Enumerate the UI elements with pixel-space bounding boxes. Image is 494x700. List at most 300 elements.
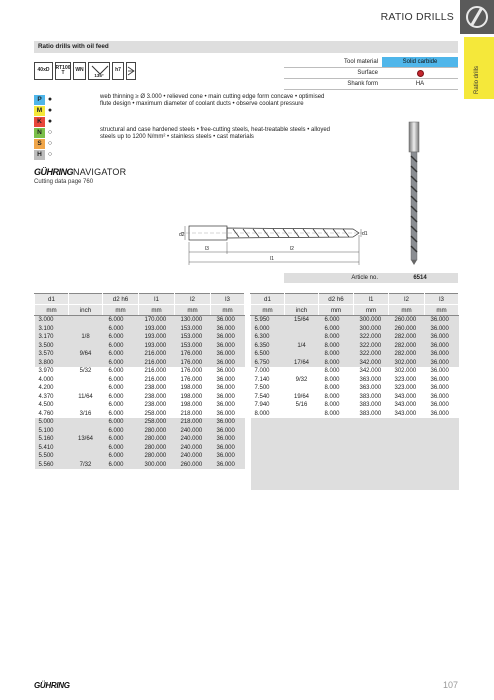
- table-cell: 36.000: [211, 410, 245, 419]
- table-cell: 6.000: [103, 427, 139, 436]
- table-cell: 36.000: [211, 418, 245, 427]
- table-cell: 5.410: [35, 444, 69, 453]
- dimensions-table-left: [34, 293, 245, 469]
- material-letter: S: [34, 139, 45, 149]
- table-cell: [285, 410, 319, 419]
- table-cell: 6.000: [103, 384, 139, 393]
- table-cell: 282.000: [389, 333, 425, 342]
- table-cell: 36.000: [425, 367, 459, 376]
- table-cell: 5.500: [35, 452, 69, 461]
- table-cell: [285, 367, 319, 376]
- table-cell: 3.000: [35, 316, 69, 325]
- table-cell: 6.000: [103, 393, 139, 402]
- material-letter: P: [34, 95, 45, 105]
- table-cell: 5.560: [35, 461, 69, 470]
- table-cell: 36.000: [425, 359, 459, 368]
- table-cell: 36.000: [425, 333, 459, 342]
- table-cell: 198.000: [175, 393, 211, 402]
- table-cell: [69, 325, 103, 334]
- table-cell: 6.000: [251, 325, 285, 334]
- table-cell: 36.000: [211, 367, 245, 376]
- table-row[interactable]: [251, 316, 459, 325]
- table-cell: 6.000: [319, 325, 354, 334]
- material-row-p: [34, 94, 55, 105]
- cutting-data-reference[interactable]: Cutting data page 760: [34, 179, 94, 185]
- table-cell: [285, 350, 319, 359]
- side-tab[interactable]: [464, 37, 494, 99]
- table-cell: 280.000: [139, 452, 175, 461]
- property-row: [284, 68, 458, 79]
- unit-row: [35, 305, 245, 316]
- table-row[interactable]: [35, 418, 245, 427]
- table-cell: 300.000: [139, 461, 175, 470]
- table-cell: 323.000: [389, 384, 425, 393]
- table-cell: 36.000: [211, 384, 245, 393]
- table-cell: 176.000: [175, 359, 211, 368]
- shank-type-icon: WN: [73, 62, 86, 80]
- page-title: RATIO DRILLS: [380, 11, 454, 23]
- table-cell: 300.000: [354, 325, 389, 334]
- table-cell: 8.000: [319, 333, 354, 342]
- property-label: Shank form: [347, 81, 378, 87]
- dimensions-table-right: [250, 293, 459, 490]
- table-cell: 4.760: [35, 410, 69, 419]
- table-cell: 260.000: [389, 316, 425, 325]
- footer-brand-logo: GÜHRING: [34, 681, 70, 690]
- table-filler: [251, 418, 459, 490]
- unit-header: mm: [103, 305, 139, 316]
- unit-header: inch: [69, 305, 103, 316]
- table-cell: 6.300: [251, 333, 285, 342]
- table-row[interactable]: [35, 384, 245, 393]
- table-row[interactable]: [35, 452, 245, 461]
- table-row[interactable]: [251, 333, 459, 342]
- table-cell: 240.000: [175, 444, 211, 453]
- table-cell: [69, 444, 103, 453]
- table-cell: 36.000: [211, 444, 245, 453]
- table-row[interactable]: [35, 461, 245, 470]
- table-cell: 8.000: [319, 367, 354, 376]
- unit-header: mm: [251, 305, 285, 316]
- table-cell: 240.000: [175, 452, 211, 461]
- table-cell: 6.000: [103, 359, 139, 368]
- table-cell: 13/64: [69, 435, 103, 444]
- table-cell: [69, 376, 103, 385]
- table-row[interactable]: [35, 350, 245, 359]
- table-cell: 260.000: [175, 461, 211, 470]
- table-cell: 176.000: [175, 367, 211, 376]
- unit-row: [251, 305, 459, 316]
- tool-material-value: Solid carbide: [382, 57, 458, 67]
- suitability-mark: ○: [47, 151, 53, 158]
- property-row: [284, 57, 458, 68]
- column-header: [285, 294, 319, 305]
- table-cell: 383.000: [354, 401, 389, 410]
- table-cell: 7.000: [251, 367, 285, 376]
- table-cell: 36.000: [425, 401, 459, 410]
- table-cell: 383.000: [354, 393, 389, 402]
- table-cell: 7.940: [251, 401, 285, 410]
- svg-text:l2: l2: [290, 246, 294, 252]
- table-cell: [285, 384, 319, 393]
- table-cell: 36.000: [211, 435, 245, 444]
- table-cell: [285, 325, 319, 334]
- table-cell: 8.000: [319, 384, 354, 393]
- svg-text:d1: d1: [362, 231, 368, 237]
- table-row[interactable]: [251, 401, 459, 410]
- table-cell: 11/64: [69, 393, 103, 402]
- table-cell: [69, 452, 103, 461]
- table-cell: 5/16: [285, 401, 319, 410]
- table-cell: 3.570: [35, 350, 69, 359]
- material-row-m: [34, 105, 55, 116]
- table-cell: 1/8: [69, 333, 103, 342]
- column-header: l1: [139, 294, 175, 305]
- table-cell: 3.800: [35, 359, 69, 368]
- material-groups: [34, 94, 330, 160]
- unit-header: inch: [285, 305, 319, 316]
- table-cell: 5.100: [35, 427, 69, 436]
- table-cell: 8.000: [251, 410, 285, 419]
- svg-text:d2: d2: [179, 232, 185, 238]
- table-cell: 9/32: [285, 376, 319, 385]
- table-cell: 36.000: [211, 333, 245, 342]
- table-cell: 15/64: [285, 316, 319, 325]
- table-cell: 4.370: [35, 393, 69, 402]
- svg-text:l1: l1: [270, 256, 274, 262]
- technical-drawing: [175, 220, 368, 270]
- table-cell: 6.350: [251, 342, 285, 351]
- table-cell: 17/64: [285, 359, 319, 368]
- table-cell: 36.000: [425, 410, 459, 419]
- table-cell: 6.000: [103, 452, 139, 461]
- column-header: l3: [211, 294, 245, 305]
- suitability-mark: ●: [47, 107, 53, 114]
- unit-header: mm: [425, 305, 459, 316]
- unit-header: mm: [139, 305, 175, 316]
- table-cell: 5.000: [35, 418, 69, 427]
- table-cell: 6.000: [103, 350, 139, 359]
- table-cell: 6.750: [251, 359, 285, 368]
- navigator-block: [34, 167, 126, 185]
- property-label: Tool material: [343, 59, 378, 65]
- suitability-mark: ○: [47, 140, 53, 147]
- unit-header: mm: [389, 305, 425, 316]
- table-cell: [285, 333, 319, 342]
- material-letter: N: [34, 128, 45, 138]
- suitability-mark: ●: [47, 118, 53, 125]
- point-angle-icon: 135°: [88, 62, 110, 80]
- features-text: web thinning ≥ Ø 3.000 • relieved cone • main cutting edge form concave • optimised flute design • maximum diameter of coolant ducts • observe coolant pressure: [100, 94, 325, 108]
- table-row[interactable]: [35, 367, 245, 376]
- table-cell: 6.000: [103, 461, 139, 470]
- table-cell: 176.000: [175, 376, 211, 385]
- material-letter: M: [34, 106, 45, 116]
- table-cell: 36.000: [425, 342, 459, 351]
- table-cell: 36.000: [211, 325, 245, 334]
- table-cell: [69, 359, 103, 368]
- table-cell: 36.000: [211, 401, 245, 410]
- column-header: l2: [389, 294, 425, 305]
- table-cell: 36.000: [211, 393, 245, 402]
- table-row[interactable]: [35, 359, 245, 368]
- standard-icon: RT100 T: [55, 62, 71, 80]
- svg-text:l3: l3: [205, 246, 209, 252]
- brand-logo-icon: [460, 0, 494, 34]
- table-cell: 300.000: [354, 316, 389, 325]
- unit-header: mm: [211, 305, 245, 316]
- table-cell: 282.000: [389, 350, 425, 359]
- table-cell: 176.000: [175, 350, 211, 359]
- article-label: Article no.: [351, 275, 378, 281]
- page-number: 107: [442, 680, 458, 690]
- table-cell: 280.000: [139, 435, 175, 444]
- table-cell: 282.000: [389, 342, 425, 351]
- table-row[interactable]: [35, 376, 245, 385]
- table-cell: 8.000: [319, 410, 354, 419]
- table-cell: 342.000: [354, 367, 389, 376]
- table-cell: 36.000: [425, 325, 459, 334]
- length-ratio-icon: 40xD: [34, 62, 53, 80]
- drill-photo-icon: [402, 120, 426, 266]
- table-cell: 36.000: [211, 359, 245, 368]
- table-cell: 153.000: [175, 342, 211, 351]
- table-cell: 238.000: [139, 401, 175, 410]
- navigator-brand: GÜHRING: [34, 167, 73, 177]
- table-cell: 36.000: [211, 376, 245, 385]
- material-row-h: [34, 149, 55, 160]
- table-cell: 322.000: [354, 333, 389, 342]
- header-row: [35, 294, 245, 305]
- table-cell: 302.000: [389, 367, 425, 376]
- tool-properties: [284, 57, 458, 90]
- table-cell: 36.000: [425, 316, 459, 325]
- table-row[interactable]: [35, 316, 245, 325]
- table-cell: 36.000: [211, 350, 245, 359]
- suitability-mark: ●: [47, 96, 53, 103]
- table-cell: 343.000: [389, 410, 425, 419]
- table-row[interactable]: [251, 367, 459, 376]
- column-header: d1: [251, 294, 285, 305]
- column-header: d1: [35, 294, 69, 305]
- table-cell: 363.000: [354, 376, 389, 385]
- surface-coating-icon: [417, 70, 424, 77]
- table-cell: 36.000: [211, 461, 245, 470]
- table-row[interactable]: [35, 427, 245, 436]
- table-cell: 5.950: [251, 316, 285, 325]
- table-cell: 6.000: [103, 316, 139, 325]
- table-cell: [69, 384, 103, 393]
- table-cell: 3.500: [35, 342, 69, 351]
- table-cell: 170.000: [139, 316, 175, 325]
- table-cell: 238.000: [139, 393, 175, 402]
- table-cell: 6.000: [103, 367, 139, 376]
- table-row[interactable]: [35, 401, 245, 410]
- table-row[interactable]: [251, 325, 459, 334]
- table-cell: 280.000: [139, 444, 175, 453]
- table-cell: 6.000: [103, 342, 139, 351]
- table-row[interactable]: [251, 410, 459, 419]
- table-cell: [69, 427, 103, 436]
- material-row-n: [34, 127, 55, 138]
- table-cell: 8.000: [319, 350, 354, 359]
- table-cell: 322.000: [354, 350, 389, 359]
- table-cell: 8.000: [319, 359, 354, 368]
- tolerance-icon: h7: [112, 62, 124, 80]
- table-cell: 8.000: [319, 376, 354, 385]
- side-tab-label: Ratio drills: [474, 65, 480, 94]
- table-cell: 238.000: [139, 384, 175, 393]
- column-header: [69, 294, 103, 305]
- table-row[interactable]: [251, 359, 459, 368]
- table-cell: 280.000: [139, 427, 175, 436]
- table-cell: 193.000: [139, 333, 175, 342]
- table-cell: 258.000: [139, 418, 175, 427]
- table-cell: 198.000: [175, 401, 211, 410]
- table-cell: 6.500: [251, 350, 285, 359]
- material-letter: H: [34, 150, 45, 160]
- table-cell: 342.000: [354, 359, 389, 368]
- table-row[interactable]: [35, 325, 245, 334]
- unit-header: mm: [175, 305, 211, 316]
- table-cell: 218.000: [175, 418, 211, 427]
- material-letter: K: [34, 117, 45, 127]
- property-label: Surface: [357, 70, 378, 76]
- table-cell: 6.000: [103, 376, 139, 385]
- suitability-mark: ○: [47, 129, 53, 136]
- table-cell: [69, 401, 103, 410]
- table-cell: 216.000: [139, 359, 175, 368]
- table-cell: 36.000: [425, 384, 459, 393]
- table-row[interactable]: [35, 333, 245, 342]
- table-cell: 6.000: [103, 333, 139, 342]
- shank-form-value: HA: [415, 81, 425, 87]
- table-cell: 36.000: [425, 350, 459, 359]
- table-cell: 4.200: [35, 384, 69, 393]
- column-header: d2 h6: [319, 294, 354, 305]
- table-row[interactable]: [35, 435, 245, 444]
- table-cell: 216.000: [139, 350, 175, 359]
- table-cell: 3.100: [35, 325, 69, 334]
- navigator-logo: [34, 167, 126, 177]
- section-title: Ratio drills with oil feed: [38, 43, 109, 50]
- table-cell: 9/64: [69, 350, 103, 359]
- unit-header: mm: [35, 305, 69, 316]
- table-cell: 6.000: [103, 410, 139, 419]
- column-header: l3: [425, 294, 459, 305]
- table-row[interactable]: [251, 376, 459, 385]
- table-cell: 5/32: [69, 367, 103, 376]
- table-cell: 4.500: [35, 401, 69, 410]
- table-row[interactable]: [251, 350, 459, 359]
- table-cell: 36.000: [211, 342, 245, 351]
- table-cell: 130.000: [175, 316, 211, 325]
- table-cell: 302.000: [389, 359, 425, 368]
- table-cell: 3.170: [35, 333, 69, 342]
- table-row[interactable]: [251, 384, 459, 393]
- table-cell: 258.000: [139, 410, 175, 419]
- unit-header: mm: [319, 305, 354, 316]
- surface-value: [382, 68, 458, 78]
- table-cell: 7/32: [69, 461, 103, 470]
- property-row: [284, 79, 458, 90]
- column-header: l1: [354, 294, 389, 305]
- table-cell: 260.000: [389, 325, 425, 334]
- table-cell: 4.000: [35, 376, 69, 385]
- materials-text: structural and case hardened steels • free-cutting steels, heat-treatable steels • alloyed steels up to 1200 N/mm² • stainless steels • cast materials: [100, 127, 330, 141]
- article-number: 6514: [413, 275, 427, 281]
- article-number-bar: [284, 273, 458, 283]
- table-cell: 36.000: [425, 393, 459, 402]
- table-row[interactable]: [251, 393, 459, 402]
- table-cell: 240.000: [175, 427, 211, 436]
- material-row-k: [34, 116, 55, 127]
- table-cell: 218.000: [175, 410, 211, 419]
- table-cell: 8.000: [319, 393, 354, 402]
- table-cell: 6.000: [103, 418, 139, 427]
- table-cell: 153.000: [175, 333, 211, 342]
- spec-icon-row: [34, 62, 136, 80]
- column-header: d2 h6: [103, 294, 139, 305]
- table-cell: 36.000: [211, 427, 245, 436]
- table-cell: 7.500: [251, 384, 285, 393]
- table-cell: 153.000: [175, 325, 211, 334]
- coolant-icon: [126, 62, 136, 80]
- table-row[interactable]: [251, 342, 459, 351]
- table-cell: 8.000: [319, 342, 354, 351]
- table-cell: 322.000: [354, 342, 389, 351]
- table-cell: 6.000: [103, 435, 139, 444]
- unit-header: mm: [354, 305, 389, 316]
- table-row[interactable]: [35, 410, 245, 419]
- table-cell: 7.140: [251, 376, 285, 385]
- section-title-bar: [34, 41, 458, 53]
- table-cell: 193.000: [139, 342, 175, 351]
- column-header: l2: [175, 294, 211, 305]
- table-cell: [69, 342, 103, 351]
- table-cell: 7.540: [251, 393, 285, 402]
- table-cell: 5.160: [35, 435, 69, 444]
- table-cell: 6.000: [319, 316, 354, 325]
- table-row[interactable]: [35, 342, 245, 351]
- table-cell: 6.000: [103, 325, 139, 334]
- table-cell: [69, 418, 103, 427]
- material-row-s: [34, 138, 55, 149]
- table-cell: 6.000: [103, 444, 139, 453]
- table-cell: 363.000: [354, 384, 389, 393]
- table-cell: 198.000: [175, 384, 211, 393]
- table-cell: 3/16: [69, 410, 103, 419]
- navigator-word: NAVIGATOR: [73, 167, 127, 177]
- table-cell: 193.000: [139, 325, 175, 334]
- table-row[interactable]: [35, 444, 245, 453]
- table-cell: 36.000: [211, 452, 245, 461]
- page-header: [0, 0, 494, 34]
- table-cell: 36.000: [425, 376, 459, 385]
- table-cell: 343.000: [389, 393, 425, 402]
- table-cell: 323.000: [389, 376, 425, 385]
- table-cell: 343.000: [389, 401, 425, 410]
- table-cell: 240.000: [175, 435, 211, 444]
- table-cell: 6.000: [103, 401, 139, 410]
- table-row[interactable]: [35, 393, 245, 402]
- table-filler-cell: [251, 418, 459, 490]
- table-cell: 216.000: [139, 376, 175, 385]
- table-cell: 8.000: [319, 401, 354, 410]
- table-cell: 1/4: [285, 342, 319, 351]
- table-cell: 3.970: [35, 367, 69, 376]
- table-cell: 36.000: [211, 316, 245, 325]
